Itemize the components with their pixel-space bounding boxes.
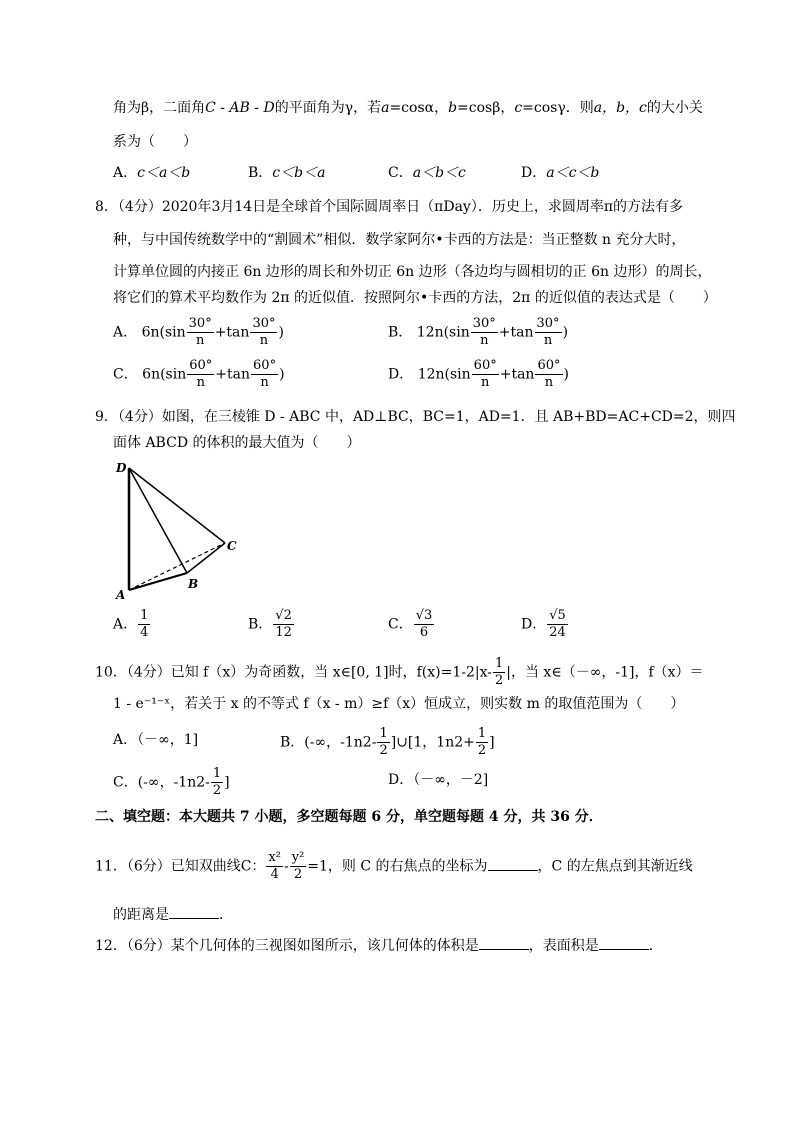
- q7-text: a，b，c: [593, 100, 647, 116]
- expr-text: ]∪[1，1n2+: [390, 734, 475, 751]
- q9-line-2: 面体 ABCD 的体积的最大值为（ ）: [113, 435, 361, 451]
- section-heading-fill-in: 二、填空题：本大题共 7 小题，多空题每题 6 分，单空题每题 4 分，共 36 分．: [95, 809, 603, 825]
- q8-option-label: C．: [113, 366, 138, 383]
- q10-text: ，当 x∈（－∞，-1]，f（x）＝: [510, 664, 704, 681]
- radicand: 2: [283, 608, 292, 623]
- denominator: n: [481, 375, 490, 390]
- denominator: 12: [275, 625, 292, 640]
- denominator: n: [259, 333, 269, 348]
- q10-option-label: B．: [280, 734, 305, 751]
- fraction: [273, 608, 294, 641]
- q12-text: ，表面积是: [528, 938, 599, 954]
- expr-text: 12n(sin: [416, 324, 470, 341]
- fraction: [251, 358, 278, 391]
- q11-text: 的距离是: [113, 907, 169, 923]
- expr-text: 6n(sin: [142, 366, 187, 383]
- fraction: [187, 358, 214, 391]
- q9-option-b[interactable]: [248, 608, 295, 641]
- q11-text: 11．（6分）已知双曲线C：: [95, 858, 266, 875]
- fraction: [414, 608, 435, 641]
- q11-text: ．: [219, 907, 233, 923]
- q11-text: ，C 的左焦点到其渐近线: [537, 858, 693, 875]
- numerator: 1: [494, 656, 504, 671]
- numerator: y²: [291, 850, 305, 865]
- q8-option-d[interactable]: [388, 358, 569, 391]
- denominator: 4: [140, 625, 149, 640]
- q10-text: |: [506, 664, 511, 681]
- numerator: √5: [549, 608, 566, 623]
- denominator: 24: [549, 625, 566, 640]
- fraction: [250, 316, 277, 349]
- q9-option-c[interactable]: [388, 608, 435, 641]
- q7-text: c: [514, 100, 523, 116]
- q7-text: 的平面角为γ，若: [274, 100, 382, 116]
- q10-text: 10．（4分）已知 f（x）为奇函数，当 x∈[0, 1]时，: [95, 664, 417, 681]
- q12-text: ．: [648, 938, 663, 954]
- q8-option-label: D．: [388, 366, 414, 383]
- q7-text: =cosα，: [389, 100, 449, 116]
- numerator: 30°: [188, 316, 212, 331]
- denominator: 2: [494, 673, 504, 688]
- q9-option-label: B．: [248, 616, 273, 633]
- q11-line-2: [113, 904, 233, 924]
- q7-option-label: A．: [113, 165, 138, 181]
- q10-line-1: [95, 656, 704, 689]
- q7-text: b: [448, 100, 458, 116]
- q12-line-1: [95, 935, 663, 955]
- q7-option-value: a＜b＜c: [412, 165, 466, 181]
- edge-AB: [129, 573, 187, 590]
- denominator: n: [195, 333, 205, 348]
- numerator: x²: [268, 850, 281, 865]
- q7-option-value: c＜b＜a: [272, 165, 326, 181]
- expr-text: ): [278, 324, 284, 341]
- q7-text: C - AB - D: [205, 100, 275, 116]
- q7-option-c[interactable]: [388, 164, 466, 182]
- expr-text: ]: [224, 774, 230, 791]
- expr-text: ): [563, 366, 569, 383]
- q9-option-label: A．: [113, 616, 138, 633]
- expr-text: 12n(sin: [417, 366, 471, 383]
- expr-text: 6n(sin: [141, 324, 186, 341]
- q10-option-c[interactable]: [113, 766, 230, 799]
- fraction: [472, 358, 499, 391]
- q7-option-value: a＜c＜b: [546, 165, 600, 181]
- radicand: 5: [557, 608, 566, 623]
- numerator: √3: [415, 608, 433, 623]
- denominator: 4: [270, 867, 279, 882]
- denominator: n: [480, 333, 489, 348]
- q9-option-label: D．: [521, 616, 547, 633]
- numerator: 60°: [537, 358, 561, 373]
- numerator: √2: [275, 608, 292, 623]
- expr-text: ): [562, 324, 569, 341]
- q10-text: f(x)=1-2|x-: [416, 664, 492, 681]
- q7-text: 的大小关: [646, 100, 703, 116]
- vertex-label-D: D: [116, 461, 127, 475]
- fraction: [187, 316, 214, 349]
- q9-line-1: 9．（4分）如图，在三棱锥 D - ABC 中，AD⊥BC，BC=1，AD=1．且 AB+BD=AC+CD=2，则四: [95, 409, 736, 425]
- q7-option-a[interactable]: [113, 164, 190, 182]
- vertex-label-A: A: [116, 588, 126, 602]
- q8-option-label: B．: [388, 324, 413, 341]
- numerator: 1: [477, 726, 487, 741]
- numerator: 60°: [473, 358, 497, 373]
- denominator: n: [260, 375, 269, 390]
- fraction: [211, 766, 223, 799]
- q7-option-b[interactable]: [248, 164, 325, 182]
- expr-text: (-∞，-1n2-: [137, 774, 210, 791]
- q11-text: =1，则 C 的右焦点的坐标为: [307, 858, 488, 875]
- fraction: [493, 656, 505, 689]
- answer-blank[interactable]: [479, 935, 529, 950]
- numerator: 30°: [536, 316, 560, 331]
- q8-option-c[interactable]: [113, 358, 285, 391]
- q7-option-label: B．: [248, 165, 273, 181]
- q11-text: -: [283, 858, 289, 875]
- q10-option-label: C．: [113, 774, 138, 791]
- q7-option-label: C．: [388, 165, 413, 181]
- numerator: 60°: [253, 358, 277, 373]
- q7-text: =cosβ，: [457, 100, 515, 116]
- denominator: 2: [477, 743, 487, 758]
- q10-option-d[interactable]: D．（－∞，－2]: [388, 772, 489, 788]
- denominator: n: [196, 375, 205, 390]
- fraction: [547, 608, 568, 641]
- q7-option-label: D．: [521, 165, 547, 181]
- q10-line-2: 1 - e⁻¹⁻ˣ，若关于 x 的不等式 f（x - m）≥f（x）恒成立，则实数 m 的取值范围为（ ）: [113, 696, 685, 712]
- answer-blank[interactable]: [599, 935, 649, 950]
- q9-option-label: C．: [388, 616, 413, 633]
- q7-text: 角为β，二面角: [113, 100, 206, 116]
- expr-text: ]: [489, 734, 495, 751]
- expr-text: ): [279, 366, 285, 383]
- expr-text: +tan: [498, 324, 534, 341]
- denominator: 2: [379, 743, 388, 758]
- edge-BC: [187, 543, 225, 573]
- numerator: 60°: [189, 358, 213, 373]
- denominator: n: [544, 375, 554, 390]
- q7-text: =cosγ．则: [522, 100, 594, 116]
- numerator: 30°: [472, 316, 496, 331]
- q7-line-2: 系为（ ）: [113, 134, 197, 150]
- denominator: n: [543, 333, 553, 348]
- q8-option-b[interactable]: [388, 316, 568, 349]
- q8-line-2: 种，与中国传统数学中的“割圆术”相似．数学家阿尔•卡西的方法是：当正整数 n 充分大时，: [113, 232, 686, 248]
- fraction: [535, 316, 562, 349]
- edge-AC-hidden: [129, 543, 225, 590]
- q7-text: a: [381, 100, 390, 116]
- expr-text: +tan: [214, 324, 250, 341]
- vertex-label-B: B: [188, 577, 199, 591]
- numerator: 1: [212, 766, 222, 781]
- fraction: [377, 726, 389, 759]
- q12-text: 12．（6分）某个几何体的三视图如图所示，该几何体的体积是: [95, 938, 479, 954]
- fraction: [471, 316, 498, 349]
- expr-text: +tan: [215, 366, 251, 383]
- q8-option-a[interactable]: [113, 316, 284, 349]
- fraction: [535, 358, 562, 391]
- expr-text: +tan: [499, 366, 535, 383]
- expr-text: (-∞，-1n2-: [304, 734, 377, 751]
- fraction: [290, 850, 307, 883]
- q11-line-1: [95, 850, 693, 883]
- edge-DC: [129, 468, 225, 543]
- q10-option-b[interactable]: [280, 726, 495, 759]
- q7-line-1: [113, 99, 703, 117]
- q7-option-value: c＜a＜b: [137, 165, 191, 181]
- numerator: 1: [379, 726, 388, 741]
- q8-line-3: 计算单位圆的内接正 6n 边形的周长和外切正 6n 边形（各边均与圆相切的正 6n 边形）的周长，: [113, 264, 712, 280]
- fraction: [266, 850, 283, 883]
- q8-line-4: 将它们的算术平均数作为 2π 的近似值．按照阿尔•卡西的方法，2π 的近似值的表达式是（ ）: [113, 290, 717, 306]
- numerator: 1: [140, 608, 149, 623]
- q10-option-a[interactable]: A．（－∞，1]: [113, 732, 199, 748]
- denominator: 6: [419, 625, 429, 640]
- q9-option-d[interactable]: [521, 608, 569, 641]
- answer-blank[interactable]: [169, 904, 219, 919]
- answer-blank[interactable]: [488, 856, 538, 871]
- q8-option-label: A．: [113, 324, 138, 341]
- fraction: [138, 608, 150, 641]
- edge-DB: [129, 468, 187, 573]
- q8-line-1: 8．（4分）2020年3月14日是全球首个国际圆周率日（πDay）．历史上，求圆周率π的方法有多: [95, 199, 684, 215]
- denominator: 2: [293, 867, 303, 882]
- numerator: 30°: [252, 316, 276, 331]
- q7-option-d[interactable]: [521, 164, 599, 182]
- radicand: 3: [424, 608, 433, 623]
- fraction: [476, 726, 488, 759]
- vertex-label-C: C: [227, 539, 237, 553]
- q9-option-a[interactable]: [113, 608, 151, 641]
- denominator: 2: [212, 783, 222, 798]
- tetrahedron-figure: [110, 458, 250, 603]
